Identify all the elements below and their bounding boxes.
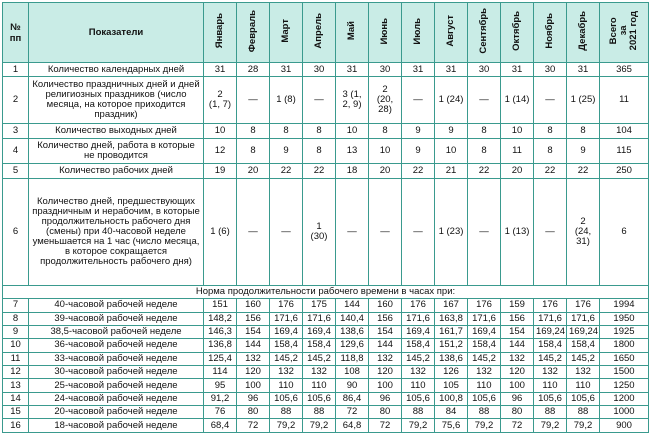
- month-value-cell: 1 (25): [567, 77, 600, 124]
- month-value-cell: 171,6: [402, 312, 435, 325]
- row-label: 18-часовой рабочей неделе: [29, 419, 204, 433]
- month-value-cell: 132: [534, 366, 567, 379]
- month-value-cell: —: [303, 77, 336, 124]
- table-row: [3, 352, 649, 365]
- month-value-cell: 171,6: [534, 312, 567, 325]
- month-value-cell: 171,6: [567, 312, 600, 325]
- month-value-cell: 22: [402, 164, 435, 178]
- row-number: 7: [3, 299, 29, 312]
- month-value-cell: 8: [567, 124, 600, 138]
- month-value-cell: 110: [402, 379, 435, 392]
- month-value-cell: —: [237, 77, 270, 124]
- row-total-cell: 1800: [600, 339, 649, 352]
- month-value-cell: 118,8: [336, 352, 369, 365]
- header-month: Январь: [204, 3, 237, 63]
- month-value-cell: 10: [369, 138, 402, 164]
- header-month: Август: [435, 3, 468, 63]
- month-value-cell: 2 (24, 31): [567, 178, 600, 285]
- month-value-cell: 176: [534, 299, 567, 312]
- row-number: 14: [3, 392, 29, 405]
- month-value-cell: 72: [369, 419, 402, 433]
- table-row: [3, 138, 649, 164]
- month-value-cell: 146,3: [204, 325, 237, 338]
- month-value-cell: 110: [468, 379, 501, 392]
- header-month: Ноябрь: [534, 3, 567, 63]
- month-value-cell: 169,4: [402, 325, 435, 338]
- row-number: 4: [3, 138, 29, 164]
- row-total-cell: 1994: [600, 299, 649, 312]
- month-value-cell: 100: [237, 379, 270, 392]
- month-value-cell: 1 (14): [501, 77, 534, 124]
- month-value-cell: 129,6: [336, 339, 369, 352]
- month-value-cell: 110: [534, 379, 567, 392]
- row-label: Количество выходных дней: [29, 124, 204, 138]
- month-value-cell: 132: [303, 366, 336, 379]
- month-value-cell: 158,4: [270, 339, 303, 352]
- month-value-cell: 8: [270, 124, 303, 138]
- month-value-cell: 13: [336, 138, 369, 164]
- month-value-cell: 20: [501, 164, 534, 178]
- month-value-cell: 9: [402, 124, 435, 138]
- month-value-cell: 10: [435, 138, 468, 164]
- row-number: 9: [3, 325, 29, 338]
- month-value-cell: 11: [501, 138, 534, 164]
- month-value-cell: 1 (13): [501, 178, 534, 285]
- month-value-cell: 105,6: [303, 392, 336, 405]
- month-value-cell: 132: [237, 352, 270, 365]
- month-value-cell: 145,2: [270, 352, 303, 365]
- month-value-cell: 72: [501, 419, 534, 433]
- month-value-cell: 80: [237, 406, 270, 419]
- row-label: 39-часовой рабочей неделе: [29, 312, 204, 325]
- table-row: [3, 392, 649, 405]
- month-value-cell: 30: [534, 63, 567, 77]
- month-value-cell: 22: [534, 164, 567, 178]
- month-value-cell: 154: [237, 325, 270, 338]
- month-value-cell: 96: [369, 392, 402, 405]
- row-total-cell: 1950: [600, 312, 649, 325]
- month-value-cell: 132: [270, 366, 303, 379]
- month-value-cell: 105,6: [402, 392, 435, 405]
- header-month: Апрель: [303, 3, 336, 63]
- header-month: Июль: [402, 3, 435, 63]
- month-value-cell: 88: [303, 406, 336, 419]
- row-total-cell: 104: [600, 124, 649, 138]
- month-value-cell: 10: [501, 124, 534, 138]
- month-value-cell: 90: [336, 379, 369, 392]
- month-value-cell: 76: [204, 406, 237, 419]
- month-value-cell: 22: [567, 164, 600, 178]
- month-value-cell: 176: [567, 299, 600, 312]
- month-value-cell: 88: [567, 406, 600, 419]
- header-total: Всего за 2021 год: [600, 3, 649, 63]
- month-value-cell: 110: [567, 379, 600, 392]
- month-value-cell: 30: [303, 63, 336, 77]
- month-value-cell: 151: [204, 299, 237, 312]
- month-value-cell: 171,6: [270, 312, 303, 325]
- month-value-cell: 176: [402, 299, 435, 312]
- month-value-cell: 88: [534, 406, 567, 419]
- norm-section-title: Норма продолжительности рабочего времени в часах при:: [3, 285, 649, 298]
- month-value-cell: 96: [501, 392, 534, 405]
- row-number: 2: [3, 77, 29, 124]
- month-value-cell: 171,6: [303, 312, 336, 325]
- month-value-cell: 9: [402, 138, 435, 164]
- month-value-cell: 160: [369, 299, 402, 312]
- header-indicator: Показатели: [29, 3, 204, 63]
- month-value-cell: 84: [435, 406, 468, 419]
- month-value-cell: 154: [369, 325, 402, 338]
- row-label: Количество рабочих дней: [29, 164, 204, 178]
- month-value-cell: —: [336, 178, 369, 285]
- month-value-cell: 8: [237, 138, 270, 164]
- row-number: 12: [3, 366, 29, 379]
- month-value-cell: 2 (1, 7): [204, 77, 237, 124]
- row-label: 30-часовой рабочей неделе: [29, 366, 204, 379]
- month-value-cell: —: [534, 77, 567, 124]
- row-total-cell: 1250: [600, 379, 649, 392]
- month-value-cell: 105,6: [468, 392, 501, 405]
- month-value-cell: 136,8: [204, 339, 237, 352]
- month-value-cell: 100: [501, 379, 534, 392]
- month-value-cell: 80: [501, 406, 534, 419]
- month-value-cell: 132: [468, 366, 501, 379]
- month-value-cell: 145,2: [567, 352, 600, 365]
- table-row: [3, 164, 649, 178]
- row-number: 16: [3, 419, 29, 433]
- month-value-cell: 75,6: [435, 419, 468, 433]
- month-value-cell: 9: [270, 138, 303, 164]
- month-value-cell: 144: [501, 339, 534, 352]
- month-value-cell: 169,4: [270, 325, 303, 338]
- row-label: 20-часовой рабочей неделе: [29, 406, 204, 419]
- row-number: 1: [3, 63, 29, 77]
- month-value-cell: 20: [237, 164, 270, 178]
- month-value-cell: 148,2: [204, 312, 237, 325]
- month-value-cell: 132: [567, 366, 600, 379]
- row-total-cell: 1000: [600, 406, 649, 419]
- production-calendar-table: [2, 2, 649, 433]
- month-value-cell: 79,2: [468, 419, 501, 433]
- month-value-cell: 132: [501, 352, 534, 365]
- month-value-cell: 31: [336, 63, 369, 77]
- month-value-cell: 132: [369, 352, 402, 365]
- month-value-cell: 169,24: [534, 325, 567, 338]
- table-row: [3, 77, 649, 124]
- month-value-cell: 1 (24): [435, 77, 468, 124]
- row-number: 6: [3, 178, 29, 285]
- month-value-cell: 156: [369, 312, 402, 325]
- month-value-cell: 156: [501, 312, 534, 325]
- month-value-cell: 125,4: [204, 352, 237, 365]
- month-value-cell: 100,8: [435, 392, 468, 405]
- month-value-cell: 145,2: [303, 352, 336, 365]
- month-value-cell: 10: [336, 124, 369, 138]
- month-value-cell: 120: [237, 366, 270, 379]
- row-total-cell: 1925: [600, 325, 649, 338]
- month-value-cell: 158,4: [534, 339, 567, 352]
- month-value-cell: 8: [534, 124, 567, 138]
- month-value-cell: —: [270, 178, 303, 285]
- month-value-cell: 158,4: [402, 339, 435, 352]
- month-value-cell: 132: [402, 366, 435, 379]
- month-value-cell: 31: [402, 63, 435, 77]
- month-value-cell: 110: [303, 379, 336, 392]
- header-month: Июнь: [369, 3, 402, 63]
- month-value-cell: 8: [534, 138, 567, 164]
- month-value-cell: —: [468, 77, 501, 124]
- header-month: Сентябрь: [468, 3, 501, 63]
- month-value-cell: 1 (8): [270, 77, 303, 124]
- month-value-cell: 9: [435, 124, 468, 138]
- row-total-cell: 1650: [600, 352, 649, 365]
- table-row: [3, 178, 649, 285]
- month-value-cell: —: [369, 178, 402, 285]
- month-value-cell: 169,4: [303, 325, 336, 338]
- table-row: [3, 379, 649, 392]
- month-value-cell: 72: [336, 406, 369, 419]
- row-number: 11: [3, 352, 29, 365]
- month-value-cell: 145,2: [468, 352, 501, 365]
- table-row: [3, 63, 649, 77]
- norm-section-title-row: [3, 285, 649, 298]
- month-value-cell: 144: [336, 299, 369, 312]
- month-value-cell: 126: [435, 366, 468, 379]
- month-value-cell: 154: [501, 325, 534, 338]
- row-label: 40-часовой рабочей неделе: [29, 299, 204, 312]
- header-row: [3, 3, 649, 63]
- row-label: 36-часовой рабочей неделе: [29, 339, 204, 352]
- table-row: [3, 406, 649, 419]
- month-value-cell: 79,2: [303, 419, 336, 433]
- month-value-cell: 159: [501, 299, 534, 312]
- month-value-cell: 151,2: [435, 339, 468, 352]
- month-value-cell: 88: [402, 406, 435, 419]
- month-value-cell: 108: [336, 366, 369, 379]
- month-value-cell: 161,7: [435, 325, 468, 338]
- month-value-cell: —: [402, 178, 435, 285]
- month-value-cell: 144: [369, 339, 402, 352]
- month-value-cell: 158,4: [468, 339, 501, 352]
- month-value-cell: 72: [237, 419, 270, 433]
- month-value-cell: 8: [303, 124, 336, 138]
- table-row: [3, 124, 649, 138]
- month-value-cell: 19: [204, 164, 237, 178]
- month-value-cell: —: [402, 77, 435, 124]
- row-number: 8: [3, 312, 29, 325]
- month-value-cell: 20: [369, 164, 402, 178]
- month-value-cell: 1 (30): [303, 178, 336, 285]
- month-value-cell: 160: [237, 299, 270, 312]
- month-value-cell: 110: [270, 379, 303, 392]
- month-value-cell: 22: [303, 164, 336, 178]
- month-value-cell: 138,6: [435, 352, 468, 365]
- month-value-cell: 31: [501, 63, 534, 77]
- row-number: 13: [3, 379, 29, 392]
- month-value-cell: 21: [435, 164, 468, 178]
- month-value-cell: 145,2: [402, 352, 435, 365]
- month-value-cell: 28: [237, 63, 270, 77]
- month-value-cell: 105: [435, 379, 468, 392]
- month-value-cell: 8: [237, 124, 270, 138]
- month-value-cell: 145,2: [534, 352, 567, 365]
- month-value-cell: 64,8: [336, 419, 369, 433]
- row-number: 3: [3, 124, 29, 138]
- month-value-cell: 120: [369, 366, 402, 379]
- table-row: [3, 339, 649, 352]
- row-total-cell: 1500: [600, 366, 649, 379]
- row-label: Количество дней, работа в которые не проводится: [29, 138, 204, 164]
- month-value-cell: —: [534, 178, 567, 285]
- month-value-cell: 176: [270, 299, 303, 312]
- month-value-cell: 100: [369, 379, 402, 392]
- row-number: 15: [3, 406, 29, 419]
- month-value-cell: —: [237, 178, 270, 285]
- month-value-cell: 31: [204, 63, 237, 77]
- row-total-cell: 1200: [600, 392, 649, 405]
- month-value-cell: 22: [270, 164, 303, 178]
- month-value-cell: 79,2: [270, 419, 303, 433]
- row-total-cell: 115: [600, 138, 649, 164]
- month-value-cell: 88: [270, 406, 303, 419]
- month-value-cell: 31: [435, 63, 468, 77]
- month-value-cell: 171,6: [468, 312, 501, 325]
- month-value-cell: 88: [468, 406, 501, 419]
- row-label: 25-часовой рабочей неделе: [29, 379, 204, 392]
- month-value-cell: 8: [369, 124, 402, 138]
- month-value-cell: 30: [468, 63, 501, 77]
- table-row: [3, 325, 649, 338]
- header-month: Декабрь: [567, 3, 600, 63]
- month-value-cell: 144: [237, 339, 270, 352]
- month-value-cell: 163,8: [435, 312, 468, 325]
- row-label: 24-часовой рабочей неделе: [29, 392, 204, 405]
- table-row: [3, 419, 649, 433]
- header-no: № пп: [3, 3, 29, 63]
- month-value-cell: 158,4: [567, 339, 600, 352]
- month-value-cell: 105,6: [567, 392, 600, 405]
- header-month: Март: [270, 3, 303, 63]
- row-label: Количество календарных дней: [29, 63, 204, 77]
- month-value-cell: 105,6: [270, 392, 303, 405]
- month-value-cell: 140,4: [336, 312, 369, 325]
- month-value-cell: 22: [468, 164, 501, 178]
- month-value-cell: 105,6: [534, 392, 567, 405]
- month-value-cell: 80: [369, 406, 402, 419]
- month-value-cell: 176: [468, 299, 501, 312]
- header-month: Февраль: [237, 3, 270, 63]
- table-row: [3, 312, 649, 325]
- row-total-cell: 900: [600, 419, 649, 433]
- table-row: [3, 366, 649, 379]
- month-value-cell: 1 (6): [204, 178, 237, 285]
- month-value-cell: 31: [270, 63, 303, 77]
- month-value-cell: 3 (1, 2, 9): [336, 77, 369, 124]
- month-value-cell: 1 (23): [435, 178, 468, 285]
- month-value-cell: 30: [369, 63, 402, 77]
- month-value-cell: —: [468, 178, 501, 285]
- month-value-cell: 120: [501, 366, 534, 379]
- month-value-cell: 169,24: [567, 325, 600, 338]
- month-value-cell: 68,4: [204, 419, 237, 433]
- row-total-cell: 250: [600, 164, 649, 178]
- row-number: 10: [3, 339, 29, 352]
- row-label: Количество праздничных дней и дней религиозных праздников (число месяца, на которое приходится праздник): [29, 77, 204, 124]
- month-value-cell: 8: [468, 124, 501, 138]
- row-label: 38,5-часовой рабочей неделе: [29, 325, 204, 338]
- month-value-cell: 175: [303, 299, 336, 312]
- month-value-cell: 95: [204, 379, 237, 392]
- row-total-cell: 11: [600, 77, 649, 124]
- month-value-cell: 138,6: [336, 325, 369, 338]
- month-value-cell: 8: [468, 138, 501, 164]
- month-value-cell: 79,2: [534, 419, 567, 433]
- month-value-cell: 9: [567, 138, 600, 164]
- row-total-cell: 365: [600, 63, 649, 77]
- row-label: 33-часовой рабочей неделе: [29, 352, 204, 365]
- row-total-cell: 6: [600, 178, 649, 285]
- month-value-cell: 96: [237, 392, 270, 405]
- month-value-cell: 2 (20, 28): [369, 77, 402, 124]
- month-value-cell: 12: [204, 138, 237, 164]
- month-value-cell: 158,4: [303, 339, 336, 352]
- month-value-cell: 79,2: [567, 419, 600, 433]
- month-value-cell: 8: [303, 138, 336, 164]
- header-month: Октябрь: [501, 3, 534, 63]
- month-value-cell: 114: [204, 366, 237, 379]
- row-number: 5: [3, 164, 29, 178]
- month-value-cell: 79,2: [402, 419, 435, 433]
- month-value-cell: 31: [567, 63, 600, 77]
- header-month: Май: [336, 3, 369, 63]
- month-value-cell: 86,4: [336, 392, 369, 405]
- month-value-cell: 91,2: [204, 392, 237, 405]
- month-value-cell: 156: [237, 312, 270, 325]
- row-label: Количество дней, предшествующих праздничным и нерабочим, в которые продолжительность рабочего дня (смены) при 40-часовой неделе уменьшается на 1 час (число месяца, в которое сокращается продолжительность рабочего дня): [29, 178, 204, 285]
- table-row: [3, 299, 649, 312]
- month-value-cell: 18: [336, 164, 369, 178]
- month-value-cell: 167: [435, 299, 468, 312]
- month-value-cell: 169,4: [468, 325, 501, 338]
- month-value-cell: 10: [204, 124, 237, 138]
